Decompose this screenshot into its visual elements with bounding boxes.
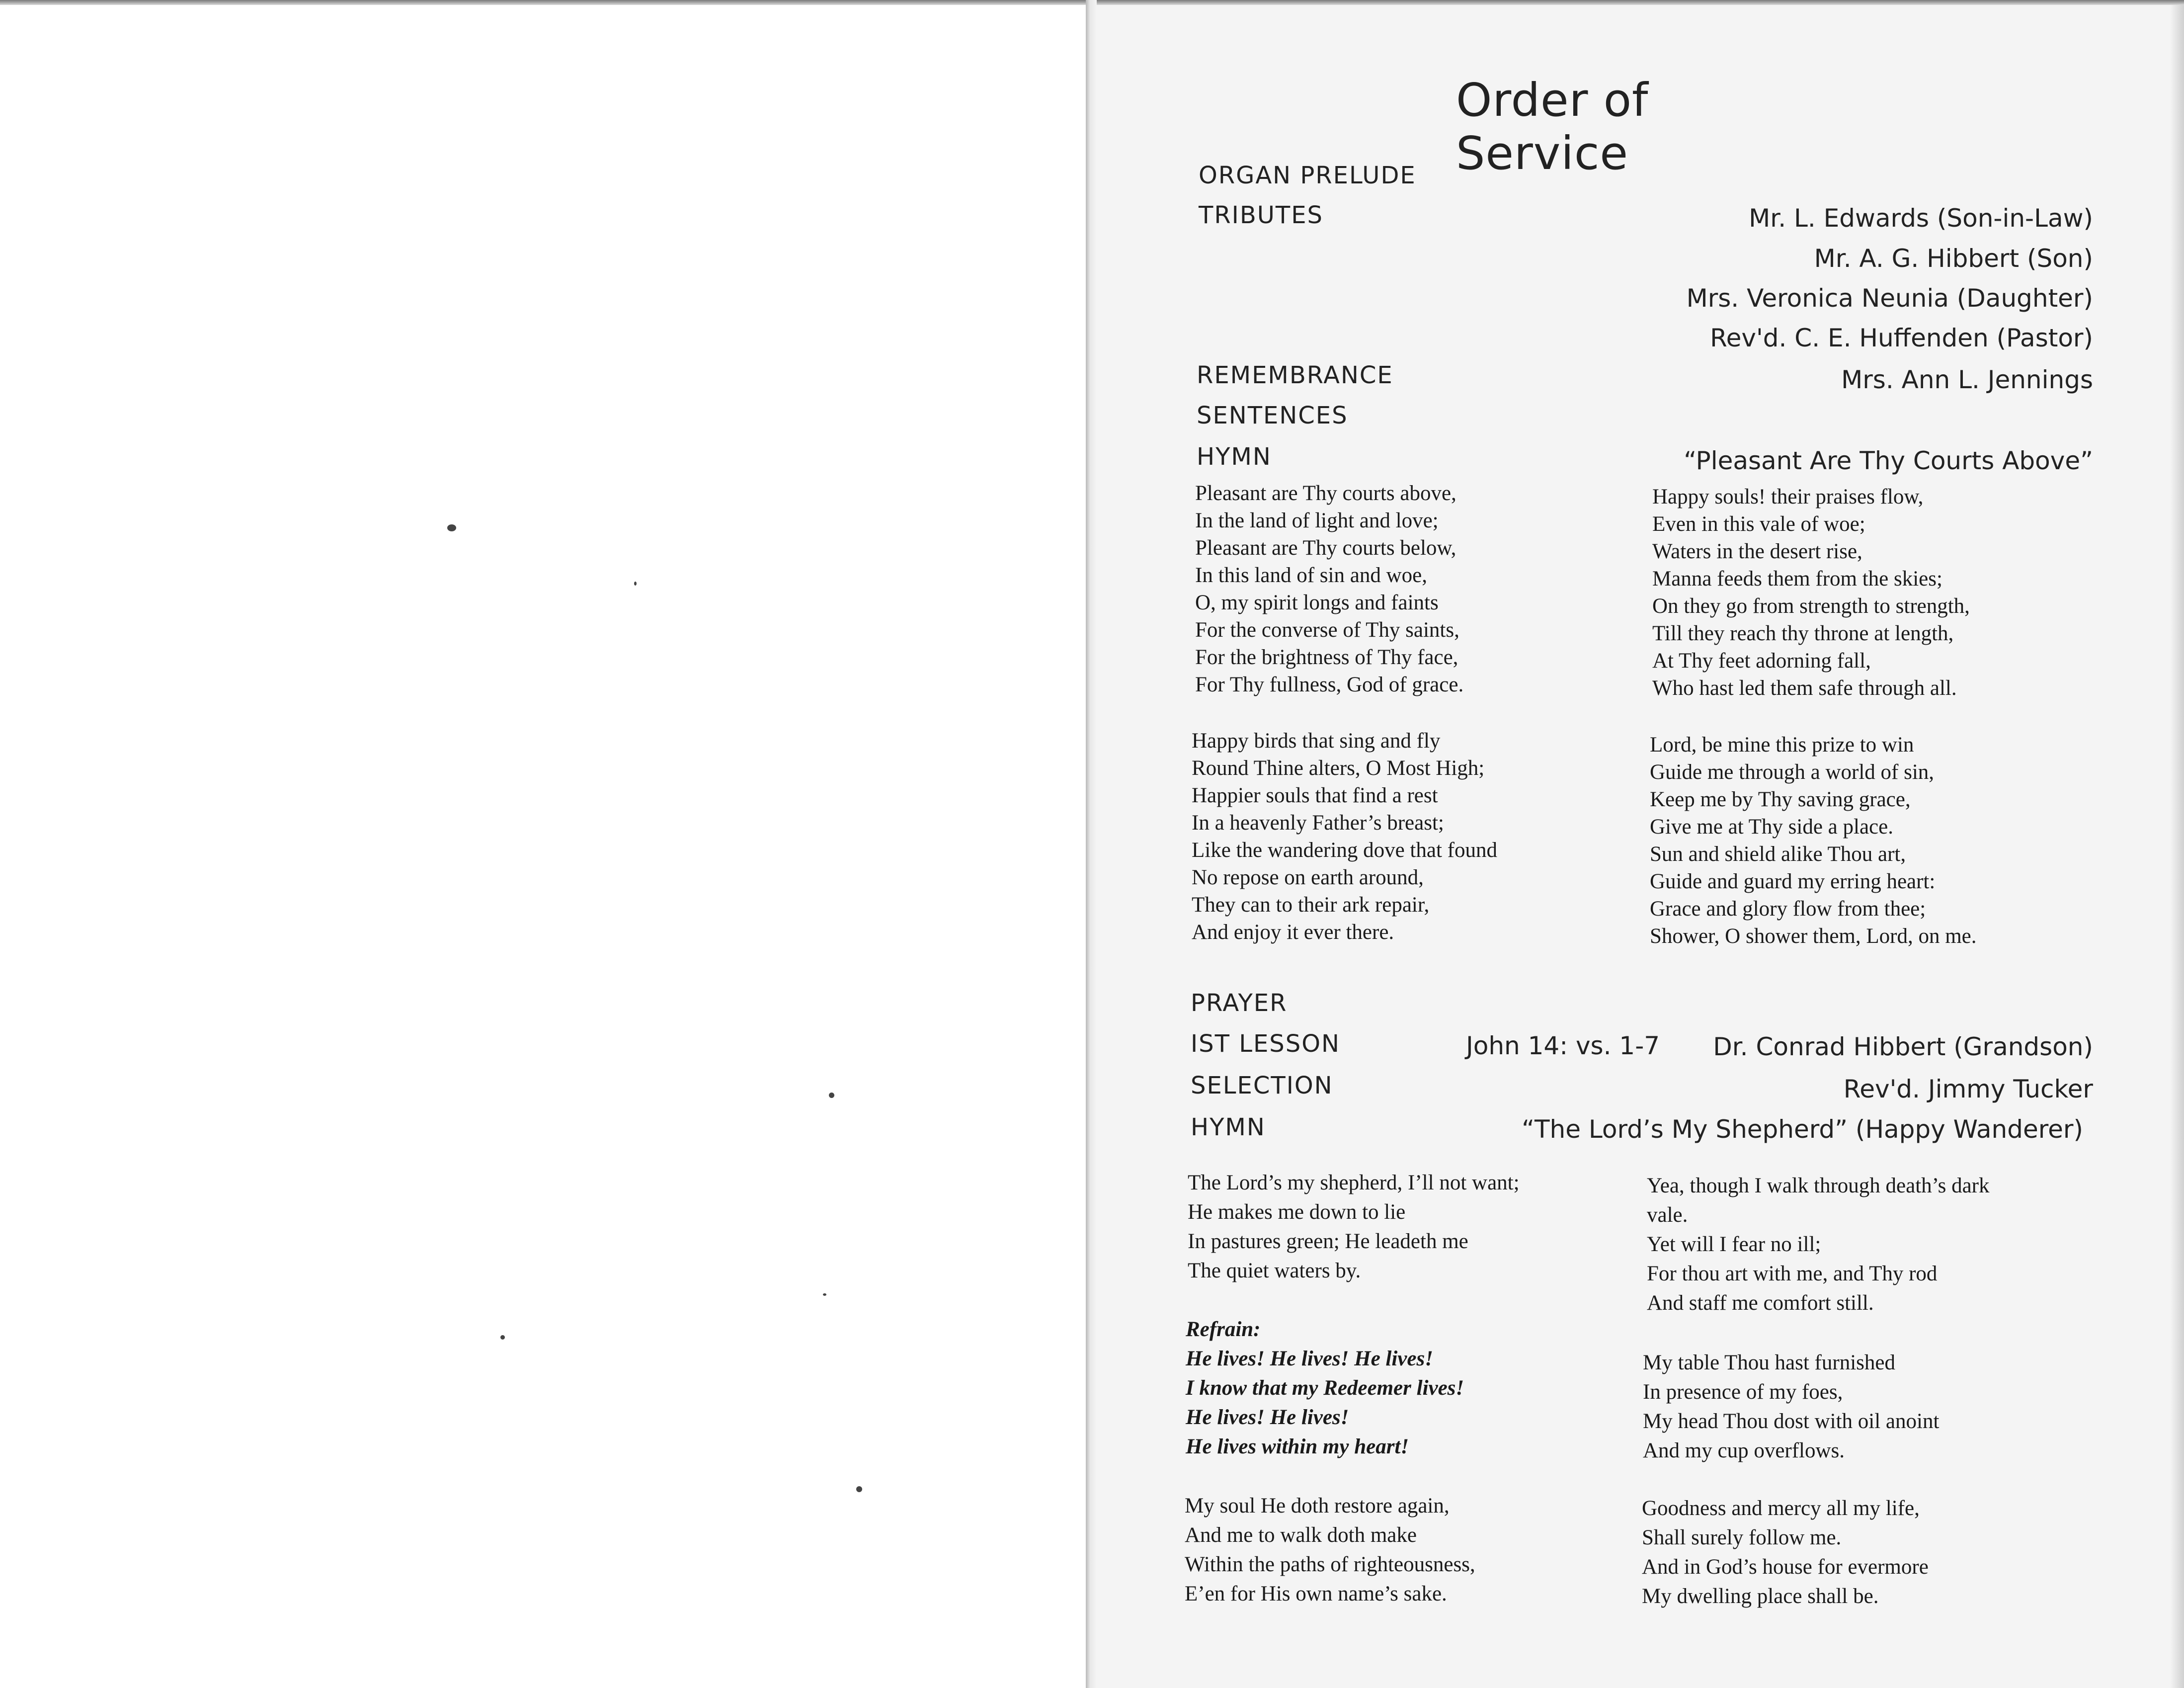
hymn-2-refrain: [1186, 1315, 1464, 1461]
ink-speck: [829, 1093, 834, 1098]
verse-line: Who hast led them safe through all.: [1652, 676, 1957, 700]
verse-line: Lord, be mine this prize to win: [1650, 733, 1914, 757]
verse-line: Manna feeds them from the skies;: [1652, 567, 1942, 591]
ink-speck: [856, 1486, 862, 1492]
verse-line: For Thy fullness, God of grace.: [1195, 673, 1464, 696]
refrain-line: I know that my Redeemer lives!: [1186, 1376, 1464, 1400]
verse-line: For the brightness of Thy face,: [1195, 646, 1458, 669]
hymn-2-verse-3: [1185, 1491, 1475, 1608]
verse-line: vale.: [1647, 1203, 1688, 1227]
verse-line: For the converse of Thy saints,: [1195, 618, 1459, 642]
remembrance-by: Mrs. Ann L. Jennings: [1841, 365, 2093, 394]
label-first-lesson: IST LESSON: [1191, 1030, 1340, 1058]
hymn-2-verse-4: [1643, 1348, 1939, 1465]
verse-line: And my cup overflows.: [1643, 1439, 1845, 1462]
refrain-line: He lives! He lives!: [1186, 1406, 1349, 1429]
label-prayer: PRAYER: [1191, 989, 1288, 1017]
verse-line: Happy birds that sing and fly: [1192, 729, 1441, 753]
hymn-1-verse-2: [1192, 727, 1497, 946]
verse-line: Shower, O shower them, Lord, on me.: [1650, 925, 1977, 948]
refrain-heading: Refrain:: [1186, 1318, 1261, 1341]
verse-line: In this land of sin and woe,: [1195, 564, 1427, 587]
verse-line: At Thy feet adorning fall,: [1652, 649, 1871, 673]
hymn-2-verse-1: [1188, 1168, 1520, 1285]
verse-line: Yet will I fear no ill;: [1647, 1233, 1821, 1256]
verse-line: And staff me comfort still.: [1647, 1291, 1874, 1315]
verse-line: And in God’s house for evermore: [1642, 1555, 1929, 1579]
hymn-1-title: “Pleasant Are Thy Courts Above”: [1684, 446, 2093, 475]
verse-line: My table Thou hast furnished: [1643, 1351, 1895, 1374]
label-remembrance: REMEMBRANCE: [1197, 361, 1393, 389]
hymn-2-title: “The Lord’s My Shepherd” (Happy Wanderer): [1522, 1115, 2083, 1144]
verse-line: Till they reach thy throne at length,: [1652, 622, 1954, 645]
verse-line: On they go from strength to strength,: [1652, 594, 1970, 618]
verse-line: Yea, though I walk through death’s dark: [1647, 1174, 1990, 1197]
hymn-2-verse-5: [1642, 1494, 1929, 1611]
page-title: Order of Service: [1456, 74, 1649, 180]
verse-line: O, my spirit longs and faints: [1195, 591, 1439, 614]
verse-line: Grace and glory flow from thee;: [1650, 897, 1926, 921]
ink-speck: [634, 582, 637, 586]
verse-line: Even in this vale of woe;: [1652, 512, 1865, 536]
verse-line: E’en for His own name’s sake.: [1185, 1582, 1447, 1605]
verse-line: The Lord’s my shepherd, I’ll not want;: [1188, 1171, 1520, 1194]
verse-line: Sun and shield alike Thou art,: [1650, 843, 1906, 866]
label-hymn-2: HYMN: [1191, 1113, 1266, 1141]
verse-line: Happier souls that find a rest: [1192, 784, 1438, 807]
ink-speck: [823, 1293, 826, 1296]
refrain-line: He lives within my heart!: [1186, 1435, 1409, 1458]
ink-speck: [447, 524, 456, 531]
verse-line: And enjoy it ever there.: [1192, 921, 1394, 944]
tribute-name: Mr. A. G. Hibbert (Son): [1814, 244, 2093, 273]
lesson-reference: John 14: vs. 1-7: [1466, 1031, 1660, 1060]
verse-line: No repose on earth around,: [1192, 866, 1424, 889]
verse-line: And me to walk doth make: [1185, 1523, 1417, 1547]
hymn-1-verse-4: [1650, 731, 1977, 950]
refrain-line: He lives! He lives! He lives!: [1186, 1347, 1433, 1370]
hymn-1-verse-3: [1652, 483, 1970, 702]
verse-line: For thou art with me, and Thy rod: [1647, 1262, 1938, 1285]
page-fold: [1086, 0, 1097, 1688]
tribute-name: Mr. L. Edwards (Son-in-Law): [1749, 204, 2093, 233]
verse-line: My dwelling place shall be.: [1642, 1585, 1879, 1608]
verse-line: Guide and guard my erring heart:: [1650, 870, 1936, 893]
verse-line: Round Thine alters, O Most High;: [1192, 757, 1485, 780]
verse-line: Give me at Thy side a place.: [1650, 815, 1893, 839]
verse-line: Like the wandering dove that found: [1192, 839, 1497, 862]
verse-line: Shall surely follow me.: [1642, 1526, 1842, 1549]
hymn-1-verse-1: [1195, 480, 1463, 698]
verse-line: In pastures green; He leadeth me: [1188, 1230, 1468, 1253]
hymn-2-verse-2: [1647, 1171, 1990, 1318]
label-hymn-1: HYMN: [1197, 443, 1272, 471]
verse-line: Guide me through a world of sin,: [1650, 760, 1935, 784]
verse-line: They can to their ark repair,: [1192, 893, 1430, 917]
label-organ-prelude: ORGAN PRELUDE: [1199, 162, 1416, 189]
verse-line: Within the paths of righteousness,: [1185, 1553, 1475, 1576]
verse-line: In the land of light and love;: [1195, 509, 1439, 532]
tribute-name: Mrs. Veronica Neunia (Daughter): [1686, 284, 2093, 313]
selection-by: Rev'd. Jimmy Tucker: [1843, 1075, 2093, 1103]
verse-line: He makes me down to lie: [1188, 1200, 1406, 1224]
verse-line: In a heavenly Father’s breast;: [1192, 811, 1444, 835]
verse-line: Pleasant are Thy courts above,: [1195, 482, 1456, 505]
label-tributes: TRIBUTES: [1199, 201, 1324, 229]
ink-speck: [500, 1335, 505, 1340]
verse-line: My head Thou dost with oil anoint: [1643, 1410, 1940, 1433]
right-page-edge: [2170, 5, 2184, 1688]
blank-left-page: [0, 5, 1086, 1688]
lesson-reader: Dr. Conrad Hibbert (Grandson): [1713, 1032, 2093, 1061]
verse-line: Waters in the desert rise,: [1652, 540, 1862, 563]
verse-line: My soul He doth restore again,: [1185, 1494, 1450, 1518]
verse-line: Pleasant are Thy courts below,: [1195, 536, 1456, 560]
verse-line: Happy souls! their praises flow,: [1652, 485, 1924, 508]
verse-line: Keep me by Thy saving grace,: [1650, 788, 1911, 811]
label-selection: SELECTION: [1191, 1072, 1333, 1099]
verse-line: Goodness and mercy all my life,: [1642, 1497, 1920, 1520]
verse-line: In presence of my foes,: [1643, 1380, 1843, 1404]
label-sentences: SENTENCES: [1197, 402, 1348, 429]
tribute-name: Rev'd. C. E. Huffenden (Pastor): [1710, 324, 2093, 352]
verse-line: The quiet waters by.: [1188, 1259, 1361, 1282]
